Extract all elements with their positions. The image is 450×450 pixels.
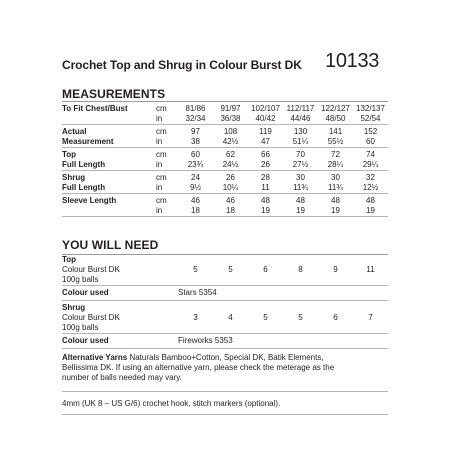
size-value: 91/97 xyxy=(220,104,241,113)
size-value: 48 xyxy=(366,196,375,205)
size-value: 48 xyxy=(296,196,305,205)
size-value: 55½ xyxy=(318,137,353,148)
ball-count: 9 xyxy=(333,265,338,274)
row-label: Actual xyxy=(62,127,87,136)
size-value: 62 xyxy=(226,150,235,159)
table-row xyxy=(62,255,388,265)
size-value: 19 xyxy=(283,206,318,217)
size-value: 42½ xyxy=(213,137,248,148)
table-row xyxy=(62,171,388,184)
unit-in: in xyxy=(156,160,178,171)
table-row xyxy=(62,313,388,323)
table-row xyxy=(62,275,388,286)
table-row xyxy=(62,286,388,301)
size-value: 32 xyxy=(366,173,375,182)
size-value: 119 xyxy=(259,127,272,136)
size-value: 32/34 xyxy=(178,114,213,125)
size-value: 40/42 xyxy=(248,114,283,125)
table-row xyxy=(62,183,388,194)
size-value: 122/127 xyxy=(321,104,350,113)
ball-count: 7 xyxy=(368,313,373,322)
size-value: 48 xyxy=(331,196,340,205)
table-row xyxy=(62,148,388,161)
size-value: 46 xyxy=(191,196,200,205)
size-value: 11¾ xyxy=(318,183,353,194)
ball-count: 5 xyxy=(298,313,303,322)
unit-in: in xyxy=(156,114,178,125)
size-value: 52/54 xyxy=(353,114,388,125)
ball-weight: 100g balls xyxy=(62,275,178,286)
unit-in: in xyxy=(156,206,178,217)
hook-info: 4mm (UK 8 – US G/6) crochet hook, stitch markers (optional). xyxy=(62,399,281,408)
size-value: 66 xyxy=(261,150,270,159)
yarn-name: Colour Burst DK xyxy=(62,265,120,274)
ball-count: 5 xyxy=(193,265,198,274)
size-value: 44/46 xyxy=(283,114,318,125)
size-value: 72 xyxy=(331,150,340,159)
size-value: 28¼ xyxy=(318,160,353,171)
row-label: Measurement xyxy=(62,137,156,148)
size-value: 19 xyxy=(318,206,353,217)
table-row xyxy=(62,206,388,217)
size-value: 36/38 xyxy=(213,114,248,125)
size-value: 51¼ xyxy=(283,137,318,148)
size-value: 28 xyxy=(261,173,270,182)
table-row xyxy=(62,301,388,314)
unit-cm: cm xyxy=(156,196,167,205)
size-value: 108 xyxy=(223,127,238,136)
size-value: 12½ xyxy=(353,183,388,194)
row-label: Top xyxy=(62,150,77,159)
ball-count: 6 xyxy=(263,265,268,274)
ball-weight: 100g balls xyxy=(62,323,178,334)
size-value: 27½ xyxy=(283,160,318,171)
size-value: 81/86 xyxy=(185,104,206,113)
alternative-yarns-line1: Naturals Bamboo+Cotton, Special DK, Batik Elements, xyxy=(129,353,324,362)
size-value: 24½ xyxy=(213,160,248,171)
size-value: 18 xyxy=(178,206,213,217)
size-value: 10¼ xyxy=(213,183,248,194)
unit-cm: cm xyxy=(156,104,167,113)
unit-in: in xyxy=(156,137,178,148)
size-value: 112/117 xyxy=(286,104,315,113)
table-row xyxy=(62,160,388,171)
row-label: To Fit Chest/Bust xyxy=(62,104,128,113)
hook-rule xyxy=(62,414,388,415)
table-row xyxy=(62,323,388,334)
table-row xyxy=(62,334,388,349)
size-value: 48 xyxy=(261,196,270,205)
ball-count: 4 xyxy=(228,313,233,322)
pattern-number: 10133 xyxy=(325,50,380,72)
alternative-yarns-line2: Bellissima DK. If using an alternative yarn, please check the meterage as the xyxy=(62,363,335,372)
size-value: 46 xyxy=(226,196,235,205)
measurements-table xyxy=(62,102,388,217)
size-value: 29¼ xyxy=(353,160,388,171)
item-title: Top xyxy=(62,255,77,264)
size-value: 9½ xyxy=(178,183,213,194)
ball-count: 11 xyxy=(366,265,375,274)
size-value: 11 xyxy=(248,183,283,194)
size-value: 47 xyxy=(248,137,283,148)
size-value: 130 xyxy=(293,127,308,136)
table-row xyxy=(62,125,388,138)
you-will-need-heading: YOU WILL NEED xyxy=(62,238,159,252)
size-value: 48/50 xyxy=(318,114,353,125)
size-value: 11¾ xyxy=(283,183,318,194)
unit-cm: cm xyxy=(156,173,167,182)
table-row xyxy=(62,114,388,125)
yarn-requirements-table xyxy=(62,255,388,349)
size-value: 23¾ xyxy=(178,160,213,171)
table-row xyxy=(62,265,388,275)
yarn-name: Colour Burst DK xyxy=(62,313,120,322)
alternative-yarns-line3: number of balls needed may vary. xyxy=(62,373,182,382)
size-value: 60 xyxy=(353,137,388,148)
size-value: 132/137 xyxy=(356,104,385,113)
colour-used-label: Colour used xyxy=(62,286,178,301)
alternative-yarns-label: Alternative Yarns xyxy=(62,353,128,362)
size-value: 24 xyxy=(191,173,200,182)
table-row xyxy=(62,102,388,114)
size-value: 38 xyxy=(178,137,213,148)
ball-count: 5 xyxy=(263,313,268,322)
size-value: 97 xyxy=(191,127,200,136)
item-title: Shrug xyxy=(62,303,86,312)
table-row xyxy=(62,194,388,207)
size-value: 18 xyxy=(213,206,248,217)
size-value: 152 xyxy=(363,127,378,136)
size-value: 74 xyxy=(366,150,375,159)
ball-count: 6 xyxy=(333,313,338,322)
colour-used-label: Colour used xyxy=(62,334,178,349)
row-label: Shrug xyxy=(62,173,86,182)
row-label xyxy=(62,206,156,217)
row-label xyxy=(62,114,156,125)
pattern-title: Crochet Top and Shrug in Colour Burst DK xyxy=(62,58,302,72)
row-label: Full Length xyxy=(62,160,156,171)
colour-used-value: Stars 5354 xyxy=(178,286,388,301)
unit-cm: cm xyxy=(156,150,167,159)
size-value: 30 xyxy=(331,173,340,182)
ball-count: 5 xyxy=(228,265,233,274)
size-value: 19 xyxy=(353,206,388,217)
row-label: Sleeve Length xyxy=(62,196,117,205)
alt-rule xyxy=(62,391,388,392)
ball-count: 8 xyxy=(298,265,303,274)
size-value: 26 xyxy=(248,160,283,171)
size-value: 26 xyxy=(226,173,235,182)
table-row xyxy=(62,137,388,148)
unit-in: in xyxy=(156,183,178,194)
ball-count: 3 xyxy=(193,313,198,322)
measurements-heading: MEASUREMENTS xyxy=(62,87,166,101)
colour-used-value: Fireworks 5353 xyxy=(178,334,388,349)
size-value: 102/107 xyxy=(251,104,280,113)
size-value: 60 xyxy=(191,150,200,159)
size-value: 141 xyxy=(328,127,343,136)
size-value: 30 xyxy=(296,173,305,182)
size-value: 70 xyxy=(296,150,305,159)
alternative-yarns xyxy=(62,353,392,383)
size-value: 19 xyxy=(248,206,283,217)
row-label: Full Length xyxy=(62,183,156,194)
unit-cm: cm xyxy=(156,127,167,136)
